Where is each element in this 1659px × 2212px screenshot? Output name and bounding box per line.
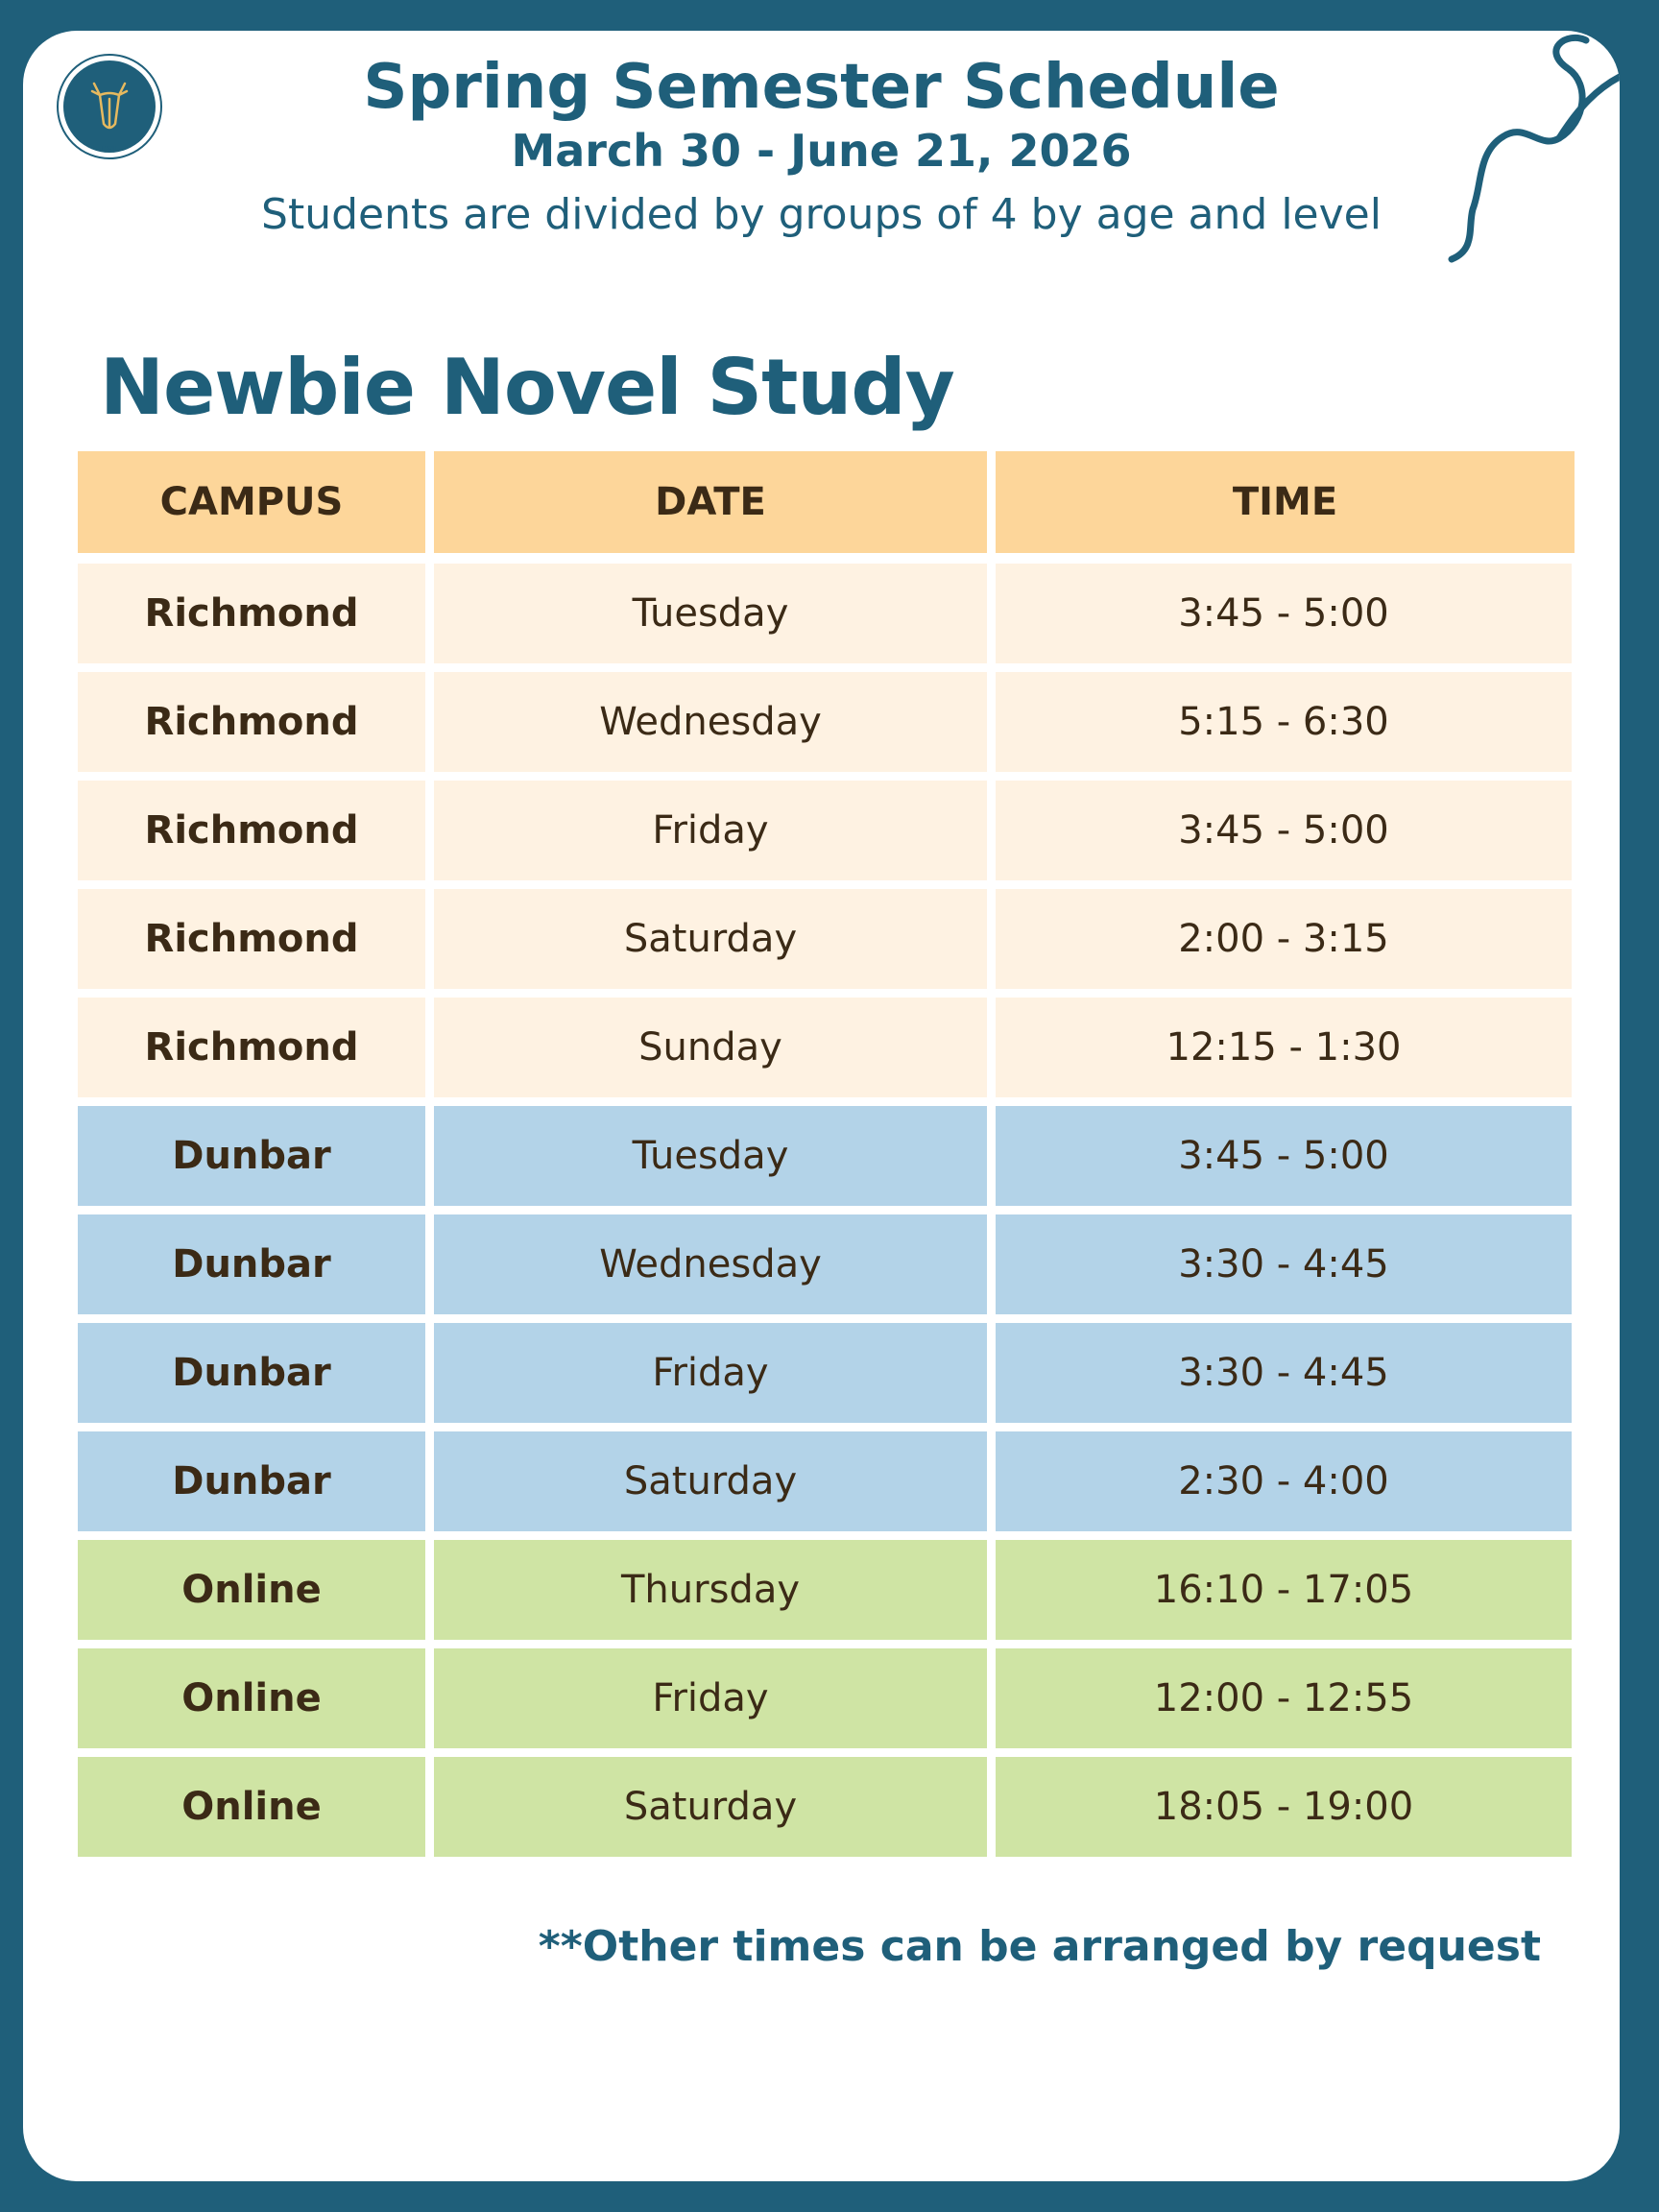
date-cell: Saturday [434, 1757, 987, 1857]
date-cell: Sunday [434, 998, 987, 1097]
table-row [78, 1540, 1595, 1648]
column-header-campus: CAMPUS [78, 451, 425, 553]
table-header-row [78, 451, 1595, 564]
table-row [78, 564, 1595, 672]
date-cell: Saturday [434, 1431, 987, 1531]
date-cell: Saturday [434, 889, 987, 989]
time-cell: 2:00 - 3:15 [996, 889, 1572, 989]
date-cell: Wednesday [434, 672, 987, 772]
table-row [78, 1648, 1595, 1757]
campus-cell: Richmond [78, 564, 425, 663]
campus-cell: Dunbar [78, 1214, 425, 1314]
time-cell: 3:45 - 5:00 [996, 564, 1572, 663]
date-cell: Wednesday [434, 1214, 987, 1314]
table-row [78, 1431, 1595, 1540]
date-cell: Friday [434, 781, 987, 880]
grouping-note: Students are divided by groups of 4 by age and level [261, 190, 1382, 239]
time-cell: 3:30 - 4:45 [996, 1323, 1572, 1423]
date-cell: Thursday [434, 1540, 987, 1640]
campus-cell: Dunbar [78, 1106, 425, 1206]
time-cell: 12:00 - 12:55 [996, 1648, 1572, 1748]
column-header-time: TIME [996, 451, 1575, 553]
date-cell: Tuesday [434, 564, 987, 663]
campus-cell: Dunbar [78, 1323, 425, 1423]
campus-cell: Online [78, 1648, 425, 1748]
table-row [78, 998, 1595, 1106]
time-cell: 3:30 - 4:45 [996, 1214, 1572, 1314]
campus-cell: Online [78, 1540, 425, 1640]
page-title: Spring Semester Schedule [363, 52, 1280, 123]
date-cell: Friday [434, 1648, 987, 1748]
date-cell: Tuesday [434, 1106, 987, 1206]
campus-cell: Richmond [78, 889, 425, 989]
table-row [78, 1106, 1595, 1214]
time-cell: 2:30 - 4:00 [996, 1431, 1572, 1531]
schedule-card [23, 31, 1620, 2181]
table-row [78, 1757, 1595, 1865]
time-cell: 3:45 - 5:00 [996, 1106, 1572, 1206]
table-row [78, 1214, 1595, 1323]
footer-note: **Other times can be arranged by request [538, 1922, 1541, 1971]
campus-cell: Richmond [78, 998, 425, 1097]
logo-text: LWL [100, 145, 119, 154]
time-cell: 3:45 - 5:00 [996, 781, 1572, 880]
table-row [78, 672, 1595, 781]
table-row [78, 889, 1595, 998]
table-row [78, 1323, 1595, 1431]
time-cell: 5:15 - 6:30 [996, 672, 1572, 772]
section-title: Newbie Novel Study [100, 343, 954, 432]
date-cell: Friday [434, 1323, 987, 1423]
campus-cell: Online [78, 1757, 425, 1857]
schedule-table [78, 451, 1595, 1865]
column-header-date: DATE [434, 451, 987, 553]
campus-cell: Dunbar [78, 1431, 425, 1531]
time-cell: 16:10 - 17:05 [996, 1540, 1572, 1640]
date-range: March 30 - June 21, 2026 [511, 125, 1132, 177]
time-cell: 18:05 - 19:00 [996, 1757, 1572, 1857]
campus-cell: Richmond [78, 672, 425, 772]
time-cell: 12:15 - 1:30 [996, 998, 1572, 1097]
campus-cell: Richmond [78, 781, 425, 880]
table-row [78, 781, 1595, 889]
